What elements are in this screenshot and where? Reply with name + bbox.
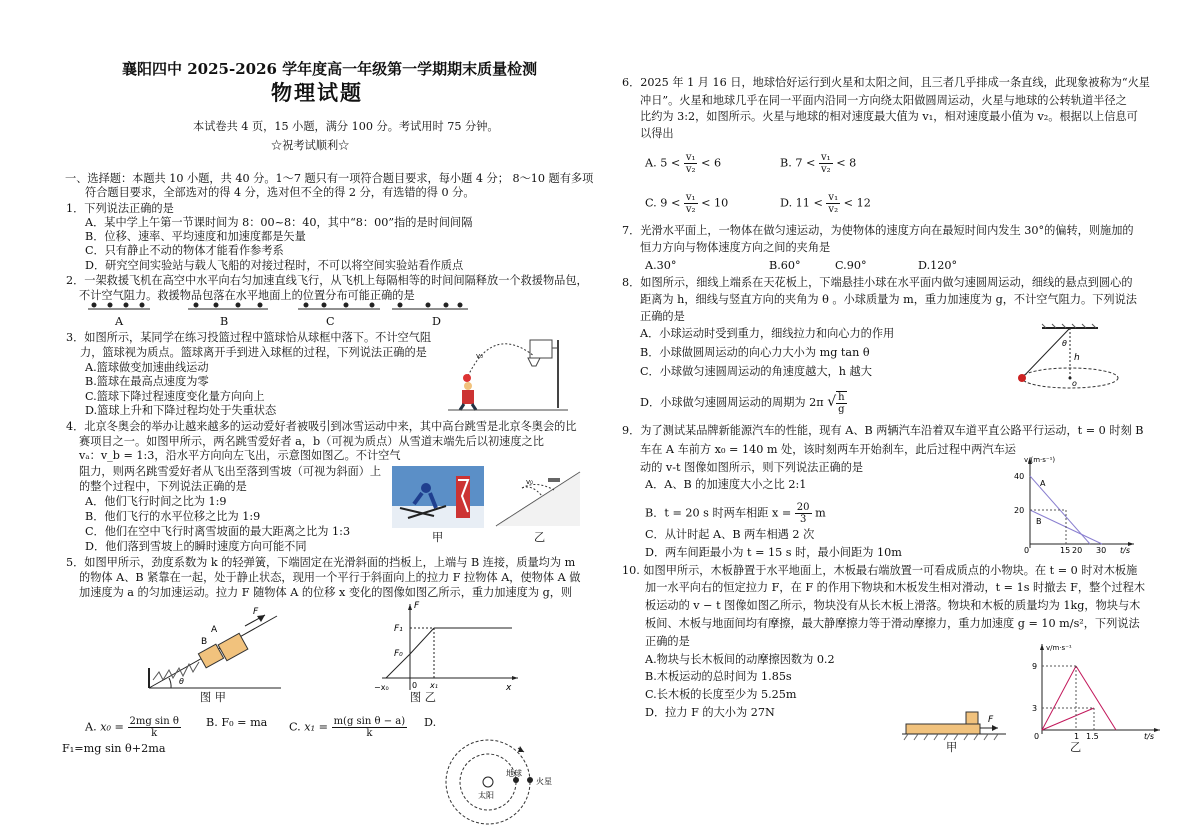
svg-text:0: 0 [1034,732,1040,741]
q6-stem-line4: 以得出 [640,127,674,140]
q4-fig-jia-label: 甲 [432,531,444,544]
svg-text:x: x [506,683,512,693]
q10-stem-line5: 正确的是 [645,635,690,648]
q7-option-c: C.90° [835,259,867,272]
svg-text:v₀: v₀ [476,352,483,360]
svg-text:20: 20 [1072,546,1083,555]
q4-stem-line1: 4．北京冬奥会的举办让越来越多的运动爱好者被吸引到冰雪运动中来，其中高台跳雪是北京冬奥会的比 [66,420,577,433]
exam-subject: 物理试题 [271,80,363,105]
q4-fig-yi-label: 乙 [534,531,546,544]
q9-stem-line2: 车在 A 车前方 x₀ = 140 m 处，该时刻两车开始刹车，此后过程中两汽车运 [640,443,1016,456]
q8-stem-line3: 正确的是 [640,310,685,323]
svg-text:−x₀: −x₀ [374,683,389,692]
q4-stem-line3: vₐ：v_b = 1:3，沿水平方向向左飞出，示意图如图乙。不计空气 [79,449,401,462]
q7-option-a: A.30° [645,259,677,272]
q1-option-d: D．研究空间实验站与载人飞船的对接过程时，不可以将空间实验站看作质点 [85,259,464,272]
q4-stem-line4: 阻力，则两名跳雪爱好者从飞出至落到雪坡（可视为斜面）上 [79,465,382,478]
svg-text:x₁: x₁ [430,681,438,690]
section-instructions-line1: 一、选择题：本题共 10 小题，共 40 分。1～7 题只有一项符合题目要求，每小题 4 分； 8～10 题有多项 [65,172,594,185]
svg-text:火星: 火星 [536,777,552,786]
q6-option-d: D. 11 < $\frac{\text{v₁}}{\text{v₂}}$ < 12 [780,192,871,215]
svg-text:A: A [211,625,218,635]
q5-stem-line2: 的物体 A、B 紧靠在一起，处于静止状态，现用一个平行于斜面向上的拉力 F 拉物体 A，使物体 A 做 [79,571,581,584]
svg-text:θ: θ [1062,339,1067,348]
q6-option-b: B. 7 < $\frac{\text{v₁}}{\text{v₂}}$ < 8 [780,152,857,175]
svg-text:9: 9 [1032,662,1038,671]
svg-text:B: B [1036,517,1042,526]
q7-option-d: D.120° [918,259,958,272]
q5-fig-jia-label: 图 甲 [200,691,226,704]
q4-option-b: B．他们飞行的水平位移之比为 1:9 [85,510,261,523]
svg-text:F₀: F₀ [394,649,403,659]
q4-option-a: A．他们飞行时间之比为 1:9 [85,495,227,508]
q3-option-c: C.篮球下降过程速度变化量方向向上 [85,390,265,403]
q8-option-c: C．小球做匀速圆周运动的角速度越大，h 越大 [640,365,872,378]
q5-fig-yi-label: 图 乙 [410,691,436,704]
q7-stem-line2: 恒力方向与物体速度方向之间的夹角是 [640,241,831,254]
q5-option-a: A. x₀ = $\frac{\text{2mg sin θ}}{k}$ [85,716,179,739]
q7-stem-line1: 7．光滑水平面上，一物体在做匀速运动，为使物体的速度方向在最短时间内发生 30°的偏转，则施加的 [622,224,1134,237]
q1-option-b: B．位移、速率、平均速度和加速度都是矢量 [85,230,306,243]
svg-text:F: F [414,601,420,611]
q2-stem-line1: 2．一架救援飞机在高空中水平向右匀加速直线飞行，从飞机上每隔相等的时间间隔释放一个救援物品包， [66,274,588,287]
q1-option-c: C．只有静止不动的物体才能看作参考系 [85,244,284,257]
q6-stem-line3: 比约为 3:2，如图所示。火星与地球的相对速度最大值为 v₁，相对速度最小值为 v₂。根据以上信息可 [640,110,1138,123]
q9-option-c: C．从计时起 A、B 两车相遇 2 次 [645,528,815,541]
q2-label-a: A [115,315,124,328]
svg-text:F: F [253,607,259,617]
q4-option-d: D．他们落到雪坡上的瞬时速度方向可能不同 [85,540,307,553]
q3-option-d: D.篮球上升和下降过程均处于失重状态 [85,404,277,417]
q5-incline-figure [145,606,285,692]
svg-text:0: 0 [412,681,418,690]
svg-text:F₁: F₁ [394,624,403,634]
section-instructions-line2: 符合题目要求，全部选对的得 4 分，选对但不全的得 2 分，有选错的得 0 分。 [85,186,475,199]
q5-force-graph [372,598,522,694]
svg-text:o: o [1072,379,1077,388]
svg-text:θ: θ [179,677,184,686]
q8-conical-pendulum-figure [1012,322,1142,392]
q4-stem-line2: 赛项目之一。如图甲所示，两名跳雪爱好者 a，b（可视为质点）从雪道末端先后以初速度之比 [79,435,544,448]
exam-wish: ☆祝考试顺利☆ [271,139,350,152]
q9-stem-line1: 9．为了测试某品牌新能源汽车的性能，现有 A、B 两辆汽车沿着双车道平直公路平行运动，t = 0 时刻 B [622,424,1144,437]
q9-option-a: A．A、B 的加速度大小之比 2:1 [645,478,807,491]
q10-vt-graph [1024,640,1164,740]
svg-text:F: F [988,715,994,725]
svg-text:v/(m·s⁻¹): v/(m·s⁻¹) [1024,456,1056,464]
q6-orbit-figure [444,732,564,828]
svg-text:v/m·s⁻¹: v/m·s⁻¹ [1046,644,1072,652]
svg-text:20: 20 [1014,506,1025,515]
q10-stem-line1: 10. 如图甲所示，木板静置于水平地面上，木板最右端放置一可看成质点的小物块。在 t = 0 时对木板施 [622,564,1138,577]
q4-option-c: C．他们在空中飞行时离雪坡面的最大距离之比为 1:3 [85,525,351,538]
q6-option-a: A. 5 < $\frac{\text{v₁}}{\text{v₂}}$ < 6 [645,152,722,175]
q10-option-b: B.木板运动的总时间为 1.85s [645,670,792,683]
q8-option-d: D．小球做匀速圆周运动的周期为 2π √ $\frac{h}{g}$ [640,392,845,415]
svg-text:30: 30 [1096,546,1107,555]
q4-diagram-slope [492,466,584,530]
q5-option-d: F₁=mg sin θ+2ma [62,742,166,755]
q6-stem-line1: 6．2025 年 1 月 16 日，地球恰好运行到火星和太阳之间，且三者几乎排成一条直线，此现象被称为“火星 [622,76,1150,89]
svg-text:1.5: 1.5 [1086,732,1099,741]
q9-option-b: B．t = 20 s 时两车相距 x = $\frac{20}{3}$ m [645,502,826,525]
q9-stem-line3: 动的 v-t 图像如图所示，则下列说法正确的是 [640,461,864,474]
q5-option-c: C. x₁ = $\frac{\text{m(g sin θ − a)}}{k}$ [289,716,406,739]
basketball-figure [448,330,568,412]
q10-stem-line2: 加一水平向右的恒定拉力 F，在 F 的作用下物块和木板发生相对滑动，t = 1s 时撤去 F，整个过程木 [645,581,1146,594]
q10-fig-yi-label: 乙 [1070,741,1082,754]
svg-text:15: 15 [1060,546,1071,555]
q8-stem-line2: 距离为 h，细线与竖直方向的夹角为 θ 。小球质量为 m，重力加速度为 g，不计空气阻力。下列说法 [640,293,1137,306]
svg-text:0: 0 [1024,546,1030,555]
q2-stem-line2: 不计空气阻力。救援物品包落在水平地面上的位置分布可能正确的是 [79,289,415,302]
svg-text:A: A [1040,479,1046,488]
q10-stem-line3: 板运动的 v − t 图像如图乙所示，物块没有从长木板上滑落。物块和木板的质量均为 1kg，物块与木 [645,599,1141,612]
q9-option-d: D．两车间距最小为 t = 15 s 时，最小间距为 10m [645,546,902,559]
q3-stem-line2: 力，篮球视为质点。篮球离开手到进入球框的过程，下列说法正确的是 [80,346,427,359]
q4-stem-line5: 的整个过程中，下列说法正确的是 [79,480,247,493]
q1-option-a: A．某中学上午第一节课时间为 8：00~8：40，其中“8：00”指的是时间间隔 [85,216,473,229]
svg-text:3: 3 [1032,704,1038,713]
q10-option-a: A.物块与长木板间的动摩擦因数为 0.2 [645,653,835,666]
q5-stem-line1: 5．如图甲所示，劲度系数为 k 的轻弹簧，下端固定在光滑斜面的挡板上，上端与 B 连接，质量均为 m [66,556,576,569]
svg-text:B: B [201,637,208,647]
q2-label-b: B [220,315,229,328]
q8-option-a: A．小球运动时受到重力，细线拉力和向心力的作用 [640,327,895,340]
q3-stem-line1: 3．如图所示，某同学在练习投篮过程中篮球恰从球框中落下。不计空气阻 [66,331,432,344]
q10-fig-jia-label: 甲 [946,741,958,754]
q3-option-b: B.篮球在最高点速度为零 [85,375,209,388]
svg-text:1: 1 [1074,732,1080,741]
q3-option-a: A.篮球做变加速曲线运动 [85,361,209,374]
svg-text:地球: 地球 [506,769,522,778]
svg-text:t/s: t/s [1120,546,1130,555]
svg-text:v₀: v₀ [526,478,533,486]
q4-photo-ski-jump [392,466,484,528]
q10-option-c: C.长木板的长度至少为 5.25m [645,688,797,701]
q9-vt-graph [1010,452,1140,554]
q5-stem-line3: 加速度为 a 的匀加速运动。拉力 F 随物体 A 的位移 x 变化的图像如图乙所示，重力加速度为 g，则 [79,586,573,599]
svg-text:t/s: t/s [1144,732,1154,741]
q6-stem-line2: 冲日”。火星和地球几乎在同一平面内沿同一方向绕太阳做圆周运动，火星与地球的公转轨道半径之 [640,94,1127,107]
svg-text:40: 40 [1014,472,1025,481]
q8-option-b: B．小球做圆周运动的向心力大小为 mg tan θ [640,346,870,359]
q6-option-c: C. 9 < $\frac{\text{v₁}}{\text{v₂}}$ < 10 [645,192,729,215]
q2-dot-figures [88,300,508,320]
q2-label-c: C [326,315,335,328]
exam-info: 本试卷共 4 页，15 小题，满分 100 分。考试用时 75 分钟。 [193,120,499,133]
q1-stem: 1．下列说法正确的是 [66,202,174,215]
svg-text:h: h [1074,353,1080,363]
q5-option-b: B. F₀ = ma [206,716,268,729]
q8-stem-line1: 8．如图所示，细线上端系在天花板上，下端悬挂小球在水平面内做匀速圆周运动，细线的悬点到圆心的 [622,276,1133,289]
q2-label-d: D [432,315,441,328]
svg-text:太阳: 太阳 [478,791,494,800]
q10-stem-line4: 板间、木板与地面间均有摩擦，最大静摩擦力等于滑动摩擦力，重力加速度 g = 10 m/s²，下列说法 [645,617,1140,630]
q7-option-b: B.60° [769,259,801,272]
q5-option-d-label: D. [424,716,437,729]
exam-title: 襄阳四中 2025-2026 学年度高一年级第一学期期末质量检测 [122,60,538,78]
q10-option-d: D．拉力 F 的大小为 27N [645,706,775,719]
